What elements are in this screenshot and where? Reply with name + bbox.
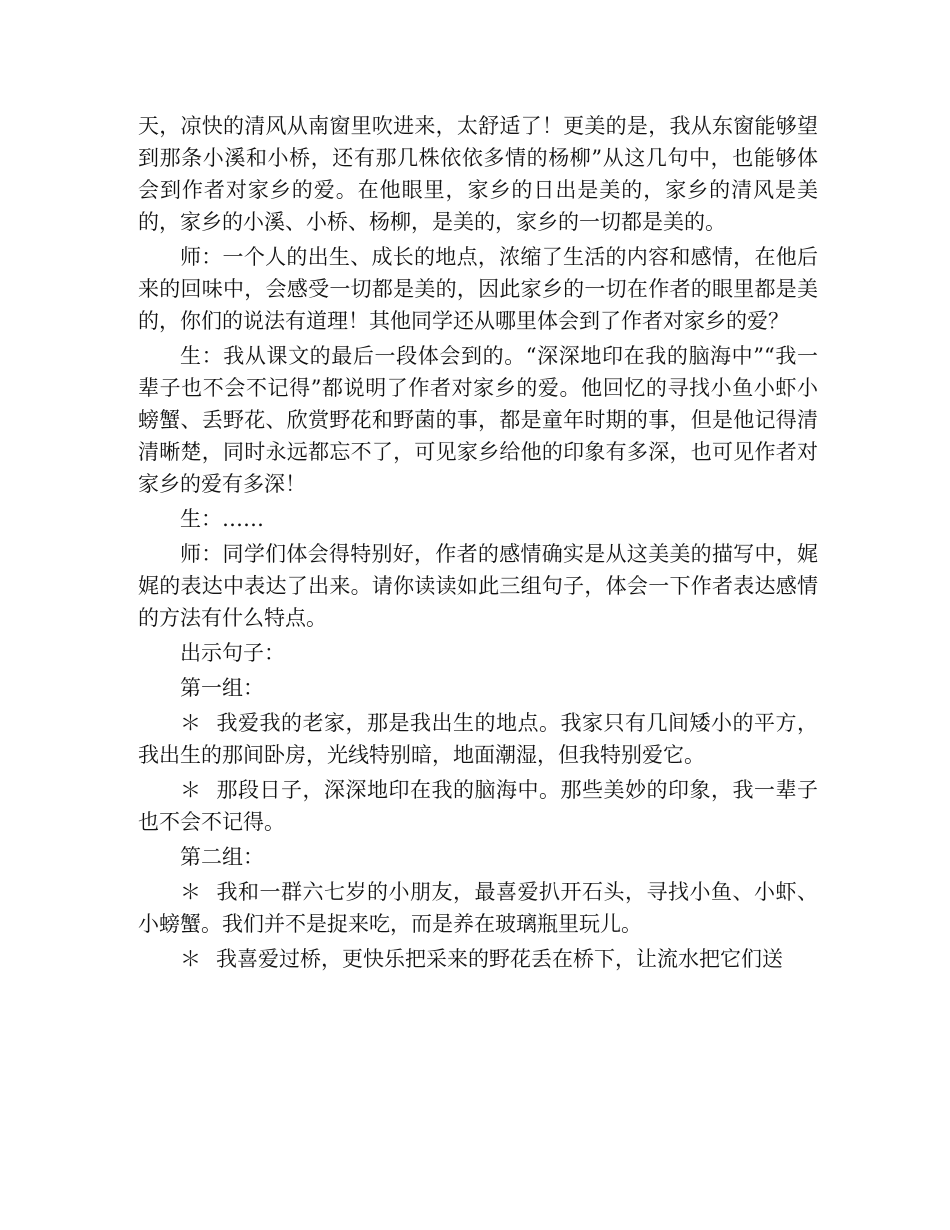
bullet-text: 我喜爱过桥，更快乐把采来的野花丢在桥下，让流水把它们送 <box>216 947 783 971</box>
paragraph: 师：同学们体会得特别好，作者的感情确实是从这美美的描写中，娓娓的表达中表达了出来。请你读读如此三组句子，体会一下作者表达感情的方法有什么特点。 <box>138 542 818 630</box>
paragraph: 生：…… <box>180 507 264 531</box>
bullet-star: ＊ <box>180 947 201 971</box>
bullet-star: ＊ <box>180 778 201 802</box>
bullet-paragraph <box>138 943 818 975</box>
paragraph: 第一组： <box>180 676 264 700</box>
paragraph: 出示句子： <box>180 641 285 665</box>
bullet-star: ＊ <box>180 880 201 904</box>
bullet-paragraph <box>138 876 818 940</box>
bullet-paragraph <box>138 707 818 771</box>
document-page <box>138 110 818 978</box>
bullet-text: 那段日子，深深地印在我的脑海中。那些美妙的印象，我一辈子也不会不记得。 <box>138 778 818 834</box>
bullet-text: 我爱我的老家，那是我出生的地点。我家只有几间矮小的平方，我出生的那间卧房，光线特别暗，地面潮湿，但我特别爱它。 <box>138 711 818 767</box>
paragraph: 第二组： <box>180 845 264 869</box>
bullet-paragraph <box>138 774 818 838</box>
paragraph: 天，凉快的清风从南窗里吹进来，太舒适了！更美的是，我从东窗能够望到那条小溪和小桥，还有那几株依依多情的杨柳”从这几句中，也能够体会到作者对家乡的爱。在他眼里，家乡的日出是美的，家乡的清风是美的，家乡的小溪、小桥、杨柳，是美的，家乡的一切都是美的。 <box>138 114 818 234</box>
paragraph: 师：一个人的出生、成长的地点，浓缩了生活的内容和感情，在他后来的回味中，会感受一切都是美的，因此家乡的一切在作者的眼里都是美的，你们的说法有道理！其他同学还从哪里体会到了作者对家乡的爱？ <box>138 245 818 333</box>
bullet-star: ＊ <box>180 711 201 735</box>
bullet-text: 我和一群六七岁的小朋友，最喜爱扒开石头，寻找小鱼、小虾、小螃蟹。我们并不是捉来吃，而是养在玻璃瓶里玩儿。 <box>138 880 818 936</box>
paragraph: 生：我从课文的最后一段体会到的。“深深地印在我的脑海中”“我一辈子也不会不记得”都说明了作者对家乡的爱。他回忆的寻找小鱼小虾小螃蟹、丢野花、欣赏野花和野菌的事，都是童年时期的事，但是他记得清清晰楚，同时永远都忘不了，可见家乡给他的印象有多深，也可见作者对家乡的爱有多深！ <box>138 344 818 496</box>
